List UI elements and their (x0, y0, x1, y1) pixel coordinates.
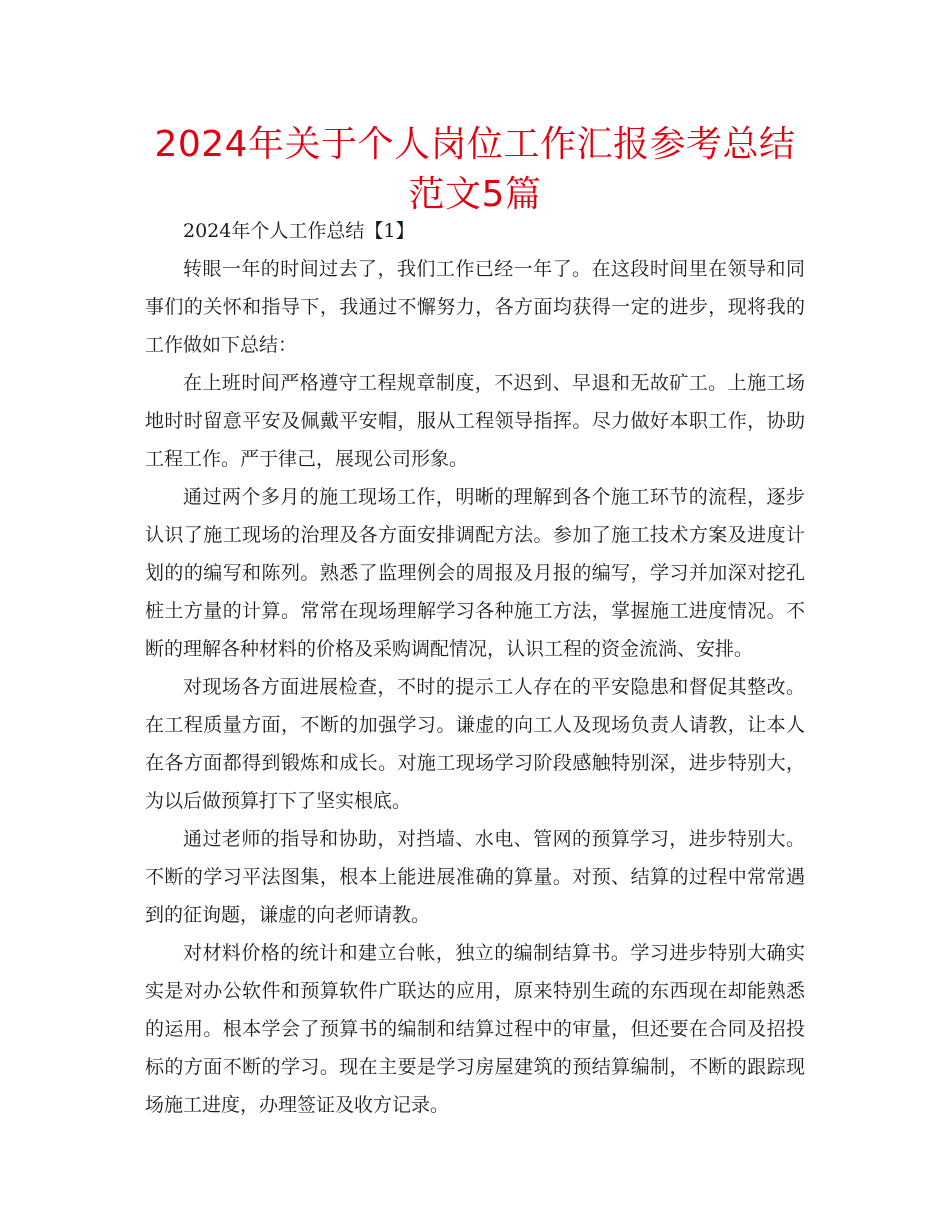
paragraph: 转眼一年的时间过去了，我们工作已经一年了。在这段时间里在领导和同事们的关怀和指导下，我通过不懈努力，各方面均获得一定的进步，现将我的工作做如下总结： (145, 258, 805, 356)
paragraph: 对现场各方面进展检查，不时的提示工人存在的平安隐患和督促其整改。在工程质量方面，不断的加强学习。谦虚的向工人及现场负责人请教，让本人在各方面都得到锻炼和成长。对施工现场学习阶段感触特别深，进步特别大，为以后做预算打下了坚实根底。 (145, 676, 805, 812)
section-heading: 2024年个人工作总结【1】 (183, 220, 415, 242)
paragraph: 对材料价格的统计和建立台帐，独立的编制结算书。学习进步特别大确实实是对办公软件和预算软件广联达的应用，原来特别生疏的东西现在却能熟悉的运用。根本学会了预算书的编制和结算过程中的审量，但还要在合同及招投标的方面不断的学习。现在主要是学习房屋建筑的预结算编制，不断的跟踪现场施工进度，办理签证及收方记录。 (145, 942, 805, 1116)
paragraph: 在上班时间严格遵守工程规章制度，不迟到、早退和无故矿工。上施工场地时时留意平安及佩戴平安帽，服从工程领导指挥。尽力做好本职工作，协助工程工作。严于律己，展现公司形象。 (145, 372, 805, 470)
paragraph: 通过老师的指导和协助，对挡墙、水电、管网的预算学习，进步特别大。不断的学习平法图集，根本上能进展准确的算量。对预、结算的过程中常常遇到的征询题，谦虚的向老师请教。 (145, 828, 805, 926)
paragraph: 通过两个多月的施工现场工作，明晰的理解到各个施工环节的流程，逐步认识了施工现场的治理及各方面安排调配方法。参加了施工技术方案及进度计划的的编写和陈列。熟悉了监理例会的周报及月报的编写，学习并加深对挖孔桩土方量的计算。常常在现场理解学习各种施工方法，掌握施工进度情况。不断的理解各种材料的价格及采购调配情况，认识工程的资金流淌、安排。 (145, 486, 805, 660)
document-body (145, 212, 805, 1124)
document-title: 2024年关于个人岗位工作汇报参考总结范文5篇 (154, 124, 796, 215)
